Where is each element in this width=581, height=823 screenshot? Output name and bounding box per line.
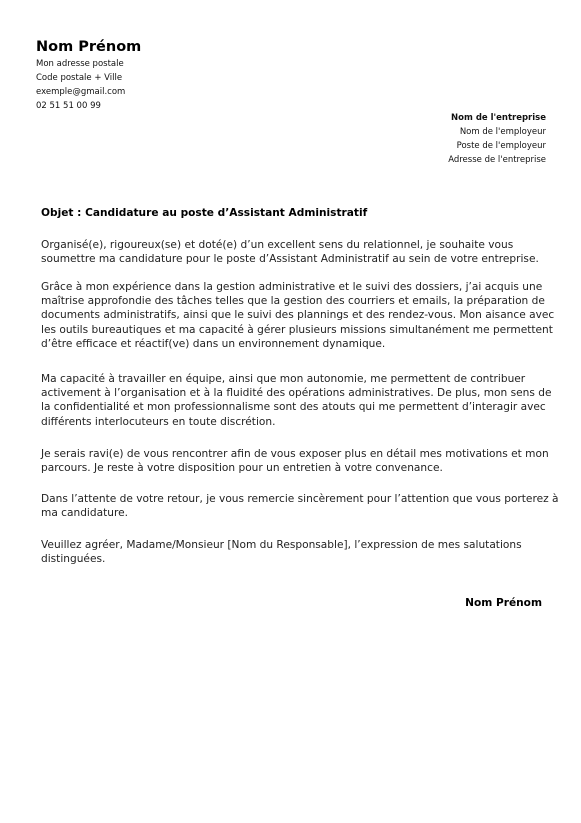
paragraph-line: Dans l’attente de votre retour, je vous remercie sincèrement pour l’attention que vous porterez à [41,493,559,505]
sender-postal-city: Code postale + Ville [36,73,123,83]
signature: Nom Prénom [465,597,542,609]
sender-block [36,38,141,113]
recipient-employer-name: Nom de l'employeur [459,127,546,137]
paragraph-intro [41,238,556,266]
recipient-employer-position: Poste de l'employeur [456,141,546,151]
letter-subject: Objet : Candidature au poste d’Assistant Administratif [41,207,368,219]
sender-phone: 02 51 51 00 99 [36,101,101,111]
paragraph-line: maîtrise approfondie des tâches telles que la gestion des courriers et emails, la préparation de [41,295,545,308]
paragraph-meeting [41,447,556,475]
paragraph-thanks [41,492,559,520]
sender-name: Nom Prénom [36,39,142,55]
recipient-block [448,111,546,167]
paragraph-line: soumettre ma candidature pour le poste d’Assistant Administratif au sein de votre entreprise. [41,253,539,266]
paragraph-line: distinguées. [41,553,106,566]
paragraph-line: parcours. Je reste à votre disposition pour un entretien à votre convenance. [41,462,443,475]
paragraph-line: Veuillez agréer, Madame/Monsieur [Nom du Responsable], l’expression de mes salutations [41,539,522,551]
paragraph-experience [41,280,556,351]
paragraph-closing [41,538,556,566]
paragraph-line: Organisé(e), rigoureux(se) et doté(e) d’un excellent sens du relationnel, je souhaite vous [41,239,514,251]
recipient-company-address: Adresse de l'entreprise [448,155,546,165]
paragraph-line: ma candidature. [41,507,128,520]
sender-email: exemple@gmail.com [36,87,126,97]
paragraph-line: documents administratifs, ainsi que le suivi des plannings et des rendez-vous. Mon aisance avec [41,309,555,322]
paragraph-line: Je serais ravi(e) de vous rencontrer afin de vous exposer plus en détail mes motivations et mon [41,448,549,460]
sender-address: Mon adresse postale [36,59,124,69]
recipient-company: Nom de l'entreprise [451,113,546,123]
paragraph-line: Ma capacité à travailler en équipe, ainsi que mon autonomie, me permettent de contribuer [41,373,526,385]
paragraph-line: activement à l’organisation et à la fluidité des opérations administratives. De plus, mon sens de [41,387,552,400]
paragraph-line: Grâce à mon expérience dans la gestion administrative et le suivi des dossiers, j’ai acquis une [41,281,543,293]
paragraph-line: d’être efficace et réactif(ve) dans un environnement dynamique. [41,337,386,350]
paragraph-line: la confidentialité et mon professionnalisme sont des atouts qui me permettent d’interagir avec [41,401,546,414]
paragraph-line: différents interlocuteurs en toute discrétion. [41,415,276,428]
paragraph-teamwork [41,372,556,429]
paragraph-line: les outils bureautiques et ma capacité à gérer plusieurs missions simultanément me permettent [41,323,553,336]
